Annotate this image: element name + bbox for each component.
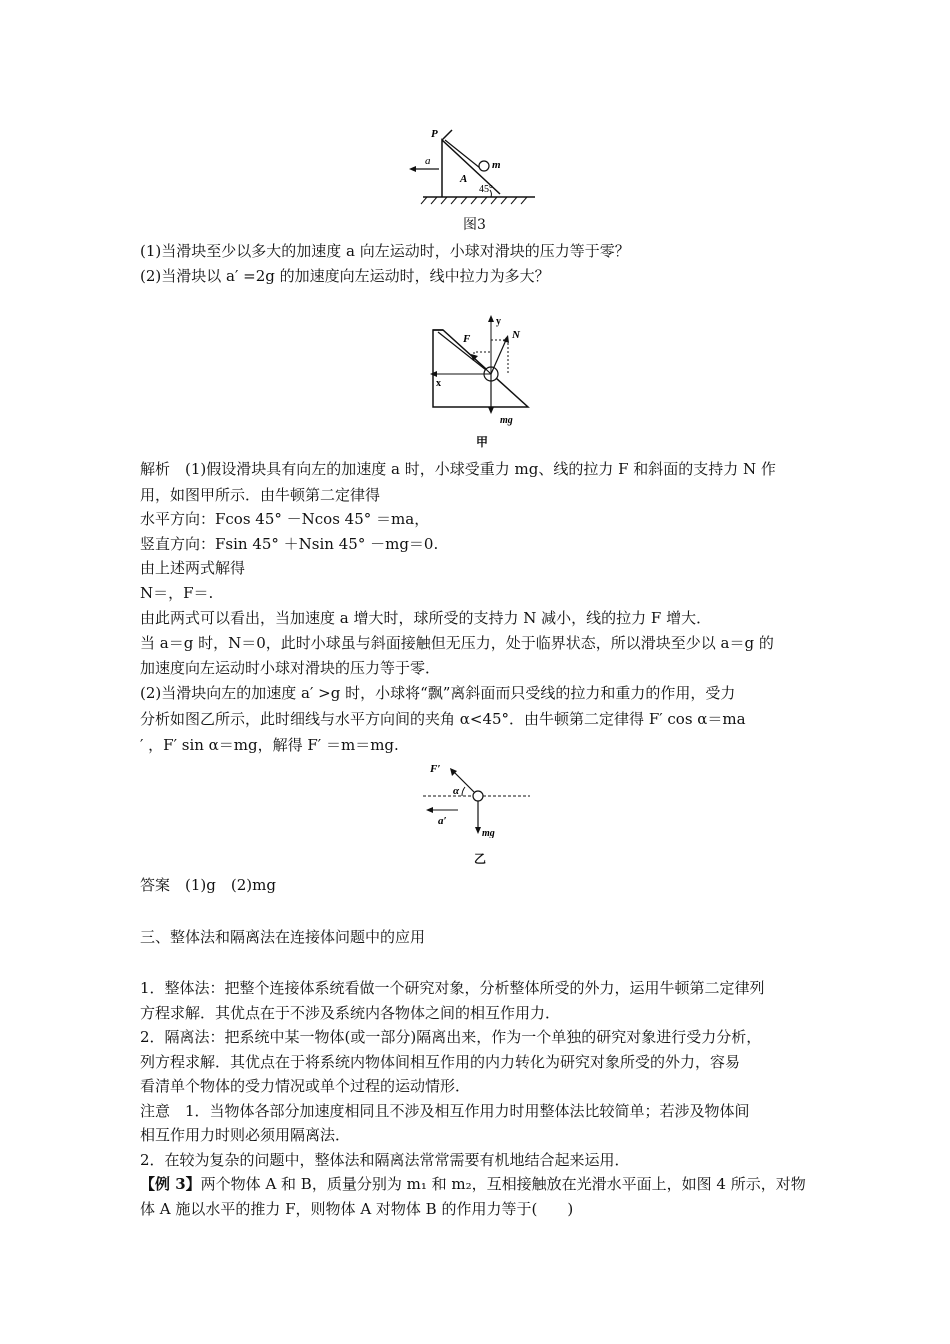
fig-jia-label-mg: mg bbox=[500, 415, 513, 426]
analysis-line-4: 竖直方向：Fsin 45° ＋Nsin 45° －mg＝0. bbox=[140, 535, 439, 553]
fig-yi-label-mg: mg bbox=[482, 828, 495, 838]
figure-yi-diagram bbox=[418, 758, 533, 838]
fig-jia-label-x: x bbox=[436, 378, 441, 389]
analysis-line-7: 由此两式可以看出，当加速度 a 增大时，球所受的支持力 N 减小，线的拉力 F 增大． bbox=[140, 609, 712, 627]
example-3-line-1 bbox=[140, 1173, 820, 1195]
section-title: 三、整体法和隔离法在连接体问题中的应用 bbox=[140, 928, 426, 946]
analysis-line-9: 加速度向左运动时小球对滑块的压力等于零． bbox=[140, 659, 441, 677]
figure-jia-diagram bbox=[428, 310, 538, 426]
analysis-line-2: 用，如图甲所示．由牛顿第二定律得 bbox=[140, 486, 381, 504]
analysis-line-5: 由上述两式解得 bbox=[140, 559, 246, 577]
analysis-line-12: ′ ，F′ sin α＝mg，解得 F′ ＝m＝mg. bbox=[140, 736, 399, 754]
note-line-1: 注意 1．当物体各部分加速度相同且不涉及相互作用力时用整体法比较简单；若涉及物体间 bbox=[140, 1102, 750, 1120]
example-tag: 【例 3】 bbox=[140, 1175, 201, 1193]
analysis-line-3: 水平方向：Fcos 45° －Ncos 45° ＝ma， bbox=[140, 510, 430, 528]
figure-3-caption: 图3 bbox=[463, 217, 486, 233]
fig3-label-m: m bbox=[492, 159, 501, 171]
analysis-line-11: 分析如图乙所示，此时细线与水平方向间的夹角 α<45°．由牛顿第二定律得 F′ cos α＝ma bbox=[140, 710, 746, 728]
fig-jia-label-n: N bbox=[512, 329, 520, 341]
note-line-2: 相互作用力时则必须用隔离法． bbox=[140, 1126, 351, 1144]
figure-yi-caption: 乙 bbox=[474, 852, 487, 866]
figure-jia-caption: 甲 bbox=[476, 435, 489, 449]
fig3-angle: 45° bbox=[479, 184, 493, 195]
method-line-2: 方程求解．其优点在于不涉及系统内各物体之间的相互作用力． bbox=[140, 1004, 561, 1022]
fig3-label-block: A bbox=[460, 173, 468, 185]
analysis-line-1: 解析 (1)假设滑块具有向左的加速度 a 时，小球受重力 mg、线的拉力 F 和斜面的支持力 N 作 bbox=[140, 460, 776, 478]
method-line-4: 列方程求解．其优点在于将系统内物体间相互作用的内力转化为研究对象所受的外力，容易 bbox=[140, 1053, 741, 1071]
fig3-label-p: P bbox=[431, 128, 438, 140]
fig-jia-label-y: y bbox=[496, 316, 501, 327]
method-line-1: 1．整体法：把整个连接体系统看做一个研究对象，分析整体所受的外力，运用牛顿第二定律列 bbox=[140, 979, 765, 997]
fig-jia-label-f: F bbox=[463, 333, 471, 345]
question-1: (1)当滑块至少以多大的加速度 a 向左运动时，小球对滑块的压力等于零？ bbox=[140, 242, 630, 260]
fig-yi-label-f: F′ bbox=[430, 763, 441, 775]
analysis-line-6: N＝，F＝. bbox=[140, 584, 214, 602]
analysis-line-8: 当 a＝g 时，N＝0，此时小球虽与斜面接触但无压力，处于临界状态，所以滑块至少以 a＝g 的 bbox=[140, 634, 774, 652]
answer: 答案 (1)g (2)mg bbox=[140, 876, 276, 894]
method-line-5: 看清单个物体的受力情况或单个过程的运动情形． bbox=[140, 1077, 471, 1095]
note-line-3: 2．在较为复杂的问题中，整体法和隔离法常常需要有机地结合起来运用． bbox=[140, 1151, 630, 1169]
question-2: (2)当滑块以 a′ =2g 的加速度向左运动时，线中拉力为多大？ bbox=[140, 267, 550, 285]
example-3-line-2: 体 A 施以水平的推力 F，则物体 A 对物体 B 的作用力等于( ) bbox=[140, 1200, 574, 1218]
example-text-1: 两个物体 A 和 B，质量分别为 m₁ 和 m₂，互相接触放在光滑水平面上，如图 4 所示，对物 bbox=[200, 1175, 806, 1193]
fig3-label-a: a bbox=[425, 155, 431, 167]
figure-3-diagram bbox=[405, 122, 555, 210]
fig-yi-label-a: a′ bbox=[438, 815, 447, 827]
method-line-3: 2．隔离法：把系统中某一物体(或一部分)隔离出来，作为一个单独的研究对象进行受力分析， bbox=[140, 1028, 762, 1046]
analysis-line-10: (2)当滑块向左的加速度 a′ >g 时，小球将“飘”离斜面而只受线的拉力和重力的作用，受力 bbox=[140, 684, 736, 702]
fig-yi-label-alpha: α bbox=[453, 785, 460, 797]
